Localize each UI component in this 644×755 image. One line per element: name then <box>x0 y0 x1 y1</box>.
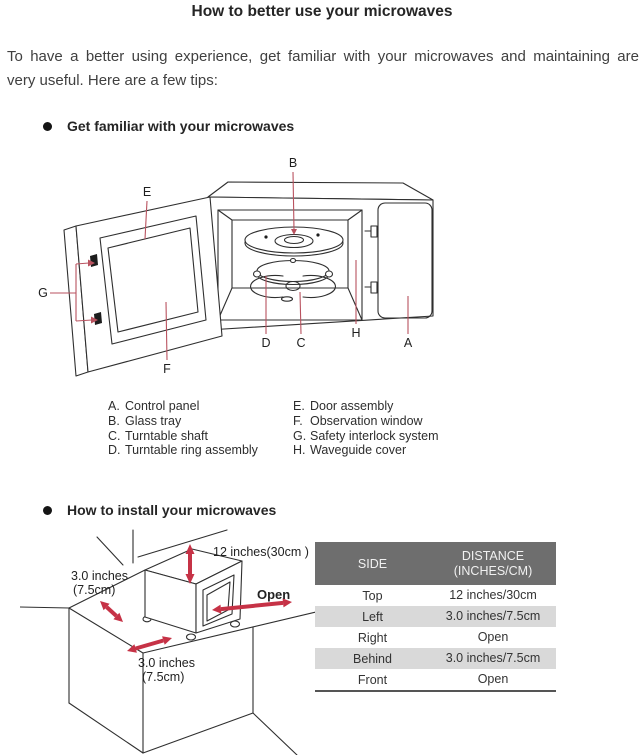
part-label-b: B <box>288 156 298 170</box>
table-row: Left 3.0 inches/7.5cm <box>315 606 556 627</box>
microwave-parts-diagram <box>35 150 445 395</box>
intro-line-2: very useful. Here are a few tips: <box>7 72 218 89</box>
table-header-side: SIDE <box>357 556 388 571</box>
door-assembly <box>64 197 222 376</box>
table-bottom-rule <box>315 690 556 692</box>
legend-item: F. Observation window <box>293 413 423 428</box>
legend-item: H. Waveguide cover <box>293 443 407 458</box>
legend-item: D. Turntable ring assembly <box>108 443 258 458</box>
bullet-icon <box>43 506 52 515</box>
section-familiar <box>43 118 294 134</box>
legend-item: B. Glass tray <box>108 413 182 428</box>
part-label-h: H <box>351 326 361 340</box>
front-clearance-label-1: 3.0 inches <box>138 656 195 670</box>
parts-legend-right <box>293 399 439 458</box>
clearance-table <box>315 542 556 692</box>
part-label-a: A <box>403 336 413 350</box>
door-latch-top <box>90 254 98 267</box>
front-clearance-label-2: (7.5cm) <box>142 670 185 684</box>
table-header-distance: DISTANCE (INCHES/CM) <box>453 548 533 578</box>
part-label-d: D <box>261 336 271 350</box>
section-familiar-heading: Get familiar with your microwaves <box>67 118 295 134</box>
installation-clearance-diagram <box>20 527 320 755</box>
left-clearance-label-1: 3.0 inches <box>71 569 128 583</box>
door-latch-bottom <box>94 312 102 325</box>
intro-line-1: To have a better using experience, get familiar with your microwaves and maintaining are <box>7 48 639 65</box>
table-header-row <box>315 542 556 585</box>
foot <box>187 634 196 640</box>
legend-item: C. Turntable shaft <box>108 428 208 443</box>
part-label-c: C <box>296 336 306 350</box>
top-clearance-label: 12 inches(30cm ) <box>213 545 309 559</box>
clearance-arrow-front <box>127 636 172 653</box>
left-clearance-label-2: (7.5cm) <box>73 583 116 597</box>
part-label-e: E <box>142 185 152 199</box>
right-clearance-label: Open <box>257 587 291 602</box>
table-row: Behind 3.0 inches/7.5cm <box>315 648 556 669</box>
section-install-heading: How to install your microwaves <box>67 502 277 518</box>
part-label-f: F <box>163 362 171 376</box>
parts-legend-left <box>108 399 258 458</box>
part-label-g: G <box>38 286 48 300</box>
microwave <box>143 549 242 640</box>
bullet-icon <box>43 122 52 131</box>
legend-item: E. Door assembly <box>293 399 394 413</box>
table-row: Top 12 inches/30cm <box>362 588 537 603</box>
intro-paragraph <box>7 45 639 93</box>
table-row: Front Open <box>357 672 509 687</box>
legend-item: A. Control panel <box>108 399 200 413</box>
page-title: How to better use your microwaves <box>191 3 453 20</box>
clearance-arrow-left <box>100 601 123 622</box>
body-front-face <box>208 197 433 330</box>
table-row: Right Open <box>357 630 509 645</box>
section-install <box>43 502 276 518</box>
legend-item: G. Safety interlock system <box>293 428 439 443</box>
